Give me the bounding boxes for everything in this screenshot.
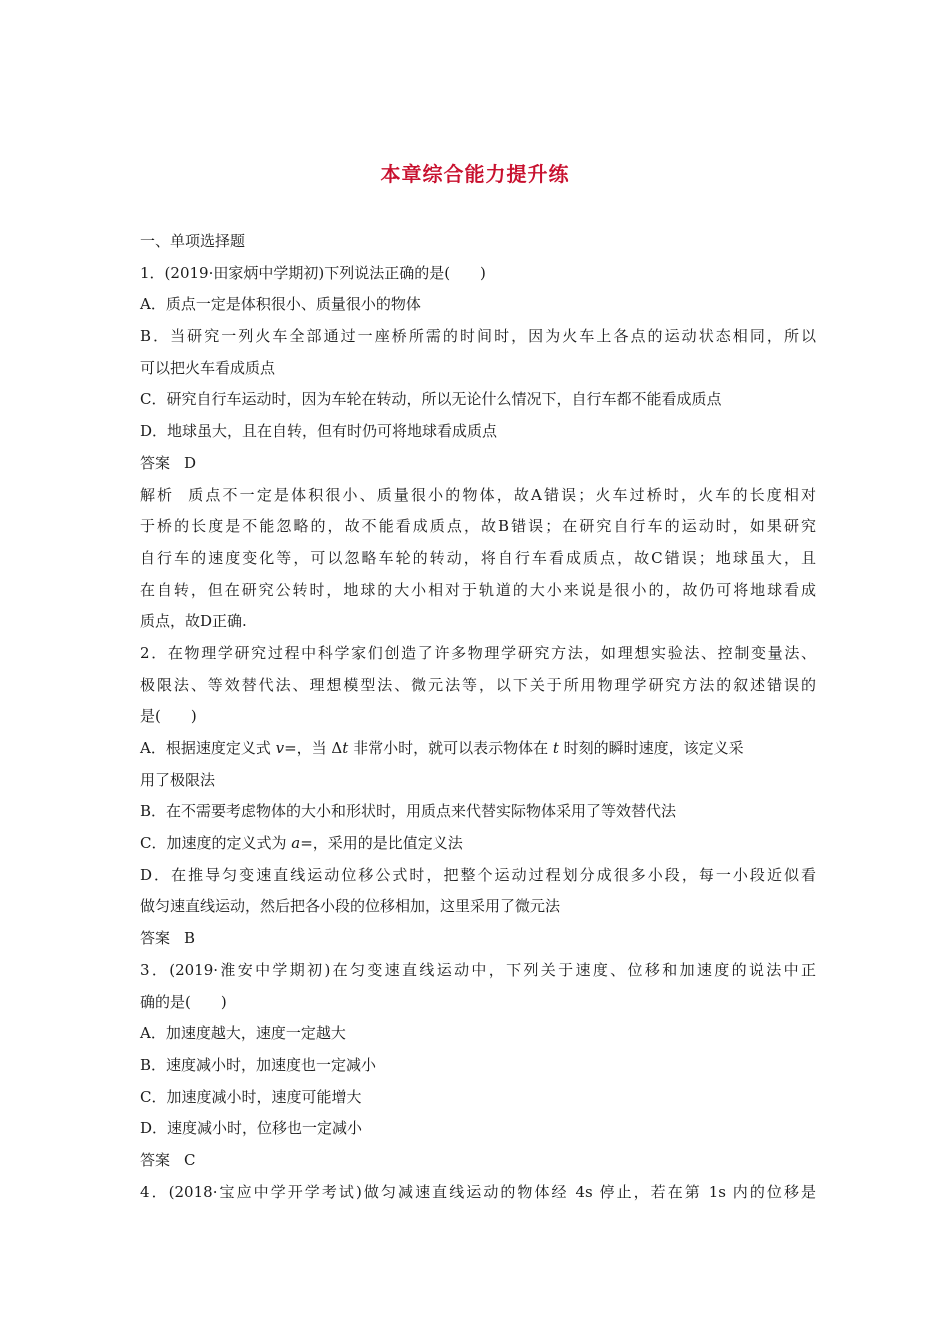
q1-analysis-line2: 于桥的长度是不能忽略的，故不能看成质点，故B错误；在研究自行车的运动时，如果研究 <box>140 517 816 536</box>
q1-analysis-line3: 自行车的速度变化等，可以忽略车轮的转动，将自行车看成质点，故C错误；地球虽大，且 <box>140 548 816 567</box>
q1-option-c: C．研究自行车运动时，因为车轮在转动，所以无论什么情况下，自行车都不能看成质点 <box>140 390 722 409</box>
q4-stem-line1: 4．(2018·宝应中学开学考试)做匀减速直线运动的物体经 4s 停止，若在第 1s 内的位移是 <box>140 1182 816 1201</box>
analysis-text: 质点不一定是体积很小、质量很小的物体，故A错误；火车过桥时，火车的长度相对 <box>188 485 816 504</box>
text-segment: A．根据速度定义式 <box>140 739 276 757</box>
q3-option-d: D．速度减小时，位移也一定减小 <box>140 1119 363 1138</box>
q2-stem-line3: 是( ) <box>140 707 197 726</box>
answer-label: 答案 <box>140 929 171 948</box>
q2-option-c <box>140 828 816 860</box>
q1-analysis-line5: 质点，故D正确. <box>140 612 247 631</box>
text-segment: =，当 Δ <box>284 739 343 757</box>
q1-stem: 1．(2019·田家炳中学期初)下列说法正确的是( ) <box>140 263 486 282</box>
q2-stem-line2: 极限法、等效替代法、理想模型法、微元法等，以下关于所用物理学研究方法的叙述错误的 <box>140 675 816 694</box>
analysis-label: 解析 <box>140 485 175 504</box>
q1-analysis-line1 <box>140 480 816 512</box>
text-segment: 非常小时，就可以表示物体在 <box>348 739 553 757</box>
answer-value: C <box>184 1150 196 1169</box>
section-heading: 一、单项选择题 <box>140 232 246 250</box>
q1-option-a: A．质点一定是体积很小、质量很小的物体 <box>140 295 421 314</box>
q3-stem-line1: 3．(2019·淮安中学期初)在匀变速直线运动中，下列关于速度、位移和加速度的说法中正 <box>140 960 816 979</box>
q2-option-a-line2: 用了极限法 <box>140 770 216 789</box>
var-t: t <box>342 739 349 757</box>
var-t: t <box>552 739 559 757</box>
q3-option-b: B．速度减小时，加速度也一定减小 <box>140 1055 377 1074</box>
q3-answer <box>140 1145 816 1177</box>
q1-answer <box>140 448 816 480</box>
q2-answer <box>140 923 816 955</box>
document-title: 本章综合能力提升练 <box>380 162 570 186</box>
q3-option-a: A．加速度越大，速度一定越大 <box>140 1024 346 1043</box>
q3-stem-line2: 确的是( ) <box>140 992 227 1011</box>
q3-option-c: C．加速度减小时，速度可能增大 <box>140 1087 362 1106</box>
answer-label: 答案 <box>140 453 171 472</box>
text-segment: 时刻的瞬时速度，该定义采 <box>558 739 744 757</box>
answer-value: B <box>184 929 196 948</box>
q2-option-d-line2: 做匀速直线运动，然后把各小段的位移相加，这里采用了微元法 <box>140 897 561 916</box>
answer-value: D <box>184 453 197 472</box>
q2-stem-line1: 2．在物理学研究过程中科学家们创造了许多物理学研究方法，如理想实验法、控制变量法、 <box>140 643 816 662</box>
document-body <box>140 226 816 1208</box>
q1-option-b-line1: B．当研究一列火车全部通过一座桥所需的时间时，因为火车上各点的运动状态相同，所以 <box>140 327 816 346</box>
q2-option-d-line1: D．在推导匀变速直线运动位移公式时，把整个运动过程划分成很多小段，每一小段近似看 <box>140 865 816 884</box>
q1-option-d: D．地球虽大，且在自转，但有时仍可将地球看成质点 <box>140 422 498 441</box>
var-a: a <box>291 834 301 853</box>
q1-option-b-line2: 可以把火车看成质点 <box>140 358 276 377</box>
q1-analysis-line4: 在自转，但在研究公转时，地球的大小相对于轨道的大小来说是很小的，故仍可将地球看成 <box>140 580 816 599</box>
var-v: v <box>275 739 285 757</box>
answer-label: 答案 <box>140 1150 171 1169</box>
text-segment: C．加速度的定义式为 <box>140 834 292 853</box>
q2-option-b: B．在不需要考虑物体的大小和形状时，用质点来代替实际物体采用了等效替代法 <box>140 802 677 821</box>
q2-option-a-line1 <box>140 733 816 765</box>
text-segment: =，采用的是比值定义法 <box>300 834 463 853</box>
